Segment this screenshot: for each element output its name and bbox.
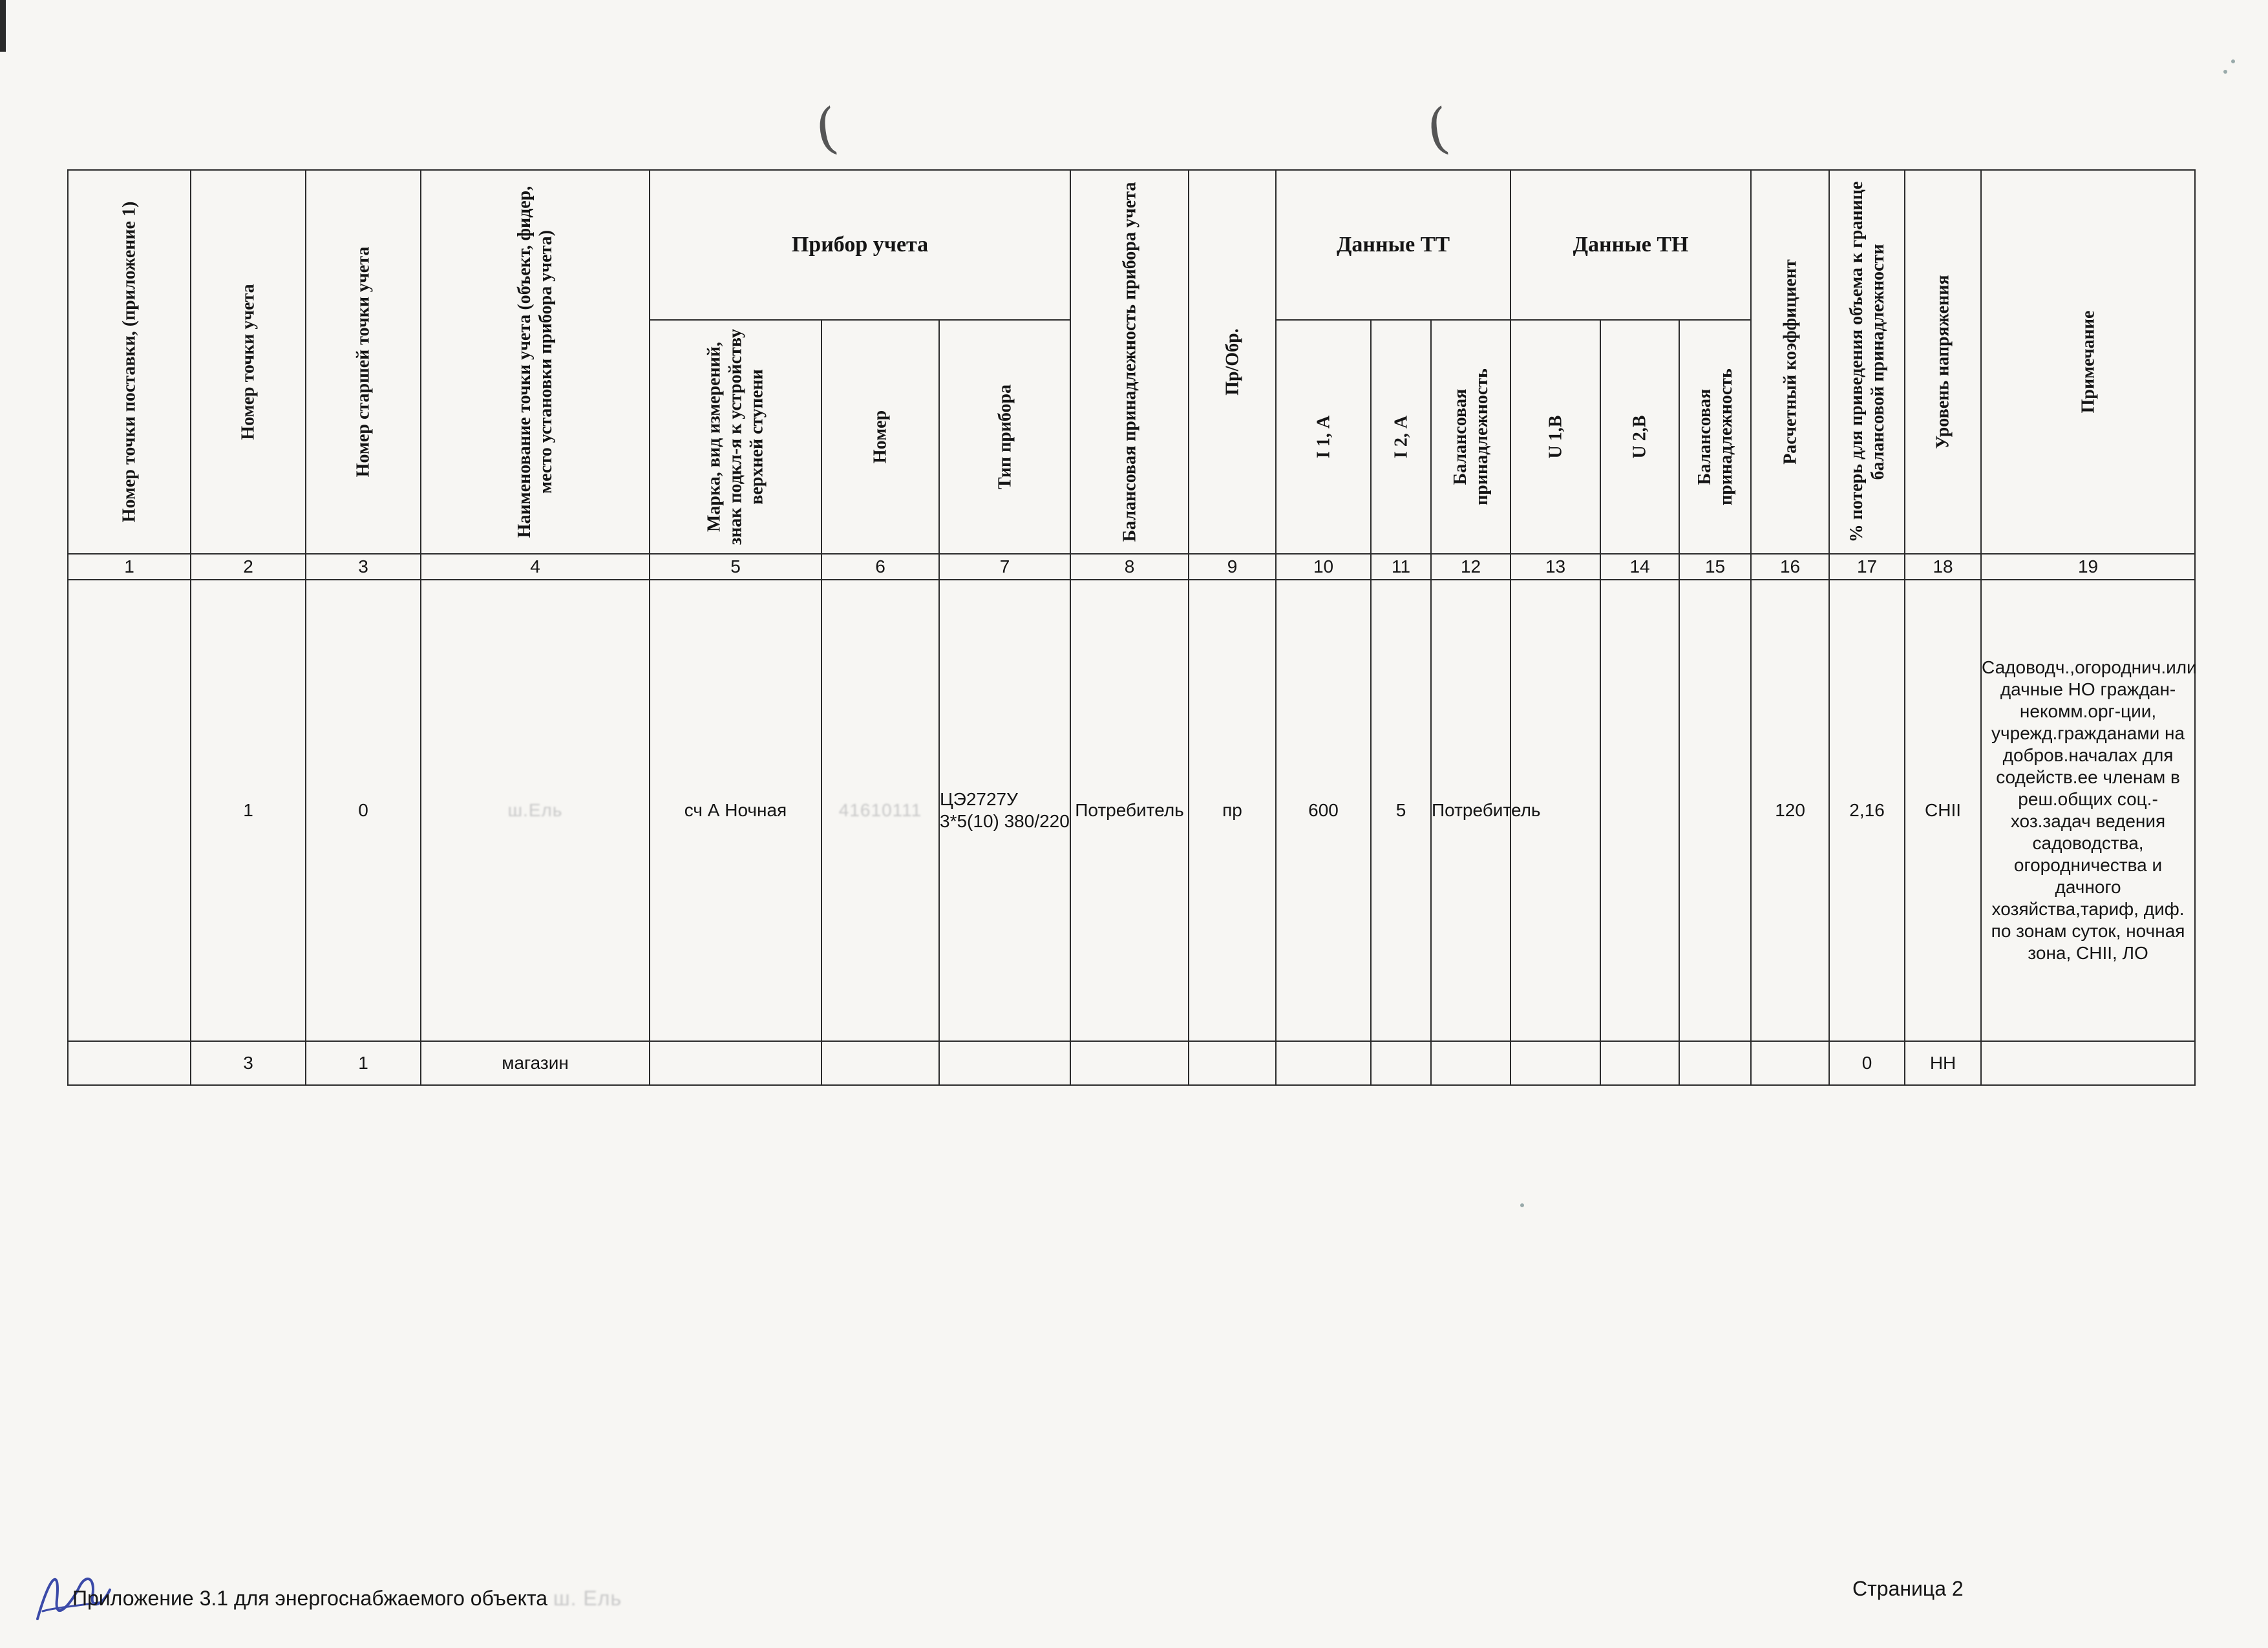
punch-hole-mark: ( <box>1423 96 1453 162</box>
cell-vt-u1 <box>1510 1041 1600 1085</box>
col-header-point-name: Наименование точки учета (объект, фидер, место установки прибора учета) <box>421 170 650 554</box>
column-number: 8 <box>1070 554 1189 580</box>
column-number-row <box>68 554 2195 580</box>
cell-loss-percent: 2,16 <box>1829 580 1905 1041</box>
column-number: 14 <box>1600 554 1679 580</box>
column-number: 4 <box>421 554 650 580</box>
cell-point-name-redacted: ш.Ель <box>421 580 650 1041</box>
group-header-vt: Данные ТН <box>1510 170 1751 320</box>
cell-meter-balance: Потребитель <box>1070 580 1189 1041</box>
cell-point-number: 1 <box>191 580 306 1041</box>
col-header-ct-i2: I 2, А <box>1371 320 1431 554</box>
column-number: 3 <box>306 554 421 580</box>
cell-meter-number <box>821 1041 939 1085</box>
cell-point-name: магазин <box>421 1041 650 1085</box>
column-number: 15 <box>1679 554 1751 580</box>
col-header-vt-u2: U 2,В <box>1600 320 1679 554</box>
cell-vt-balance <box>1679 1041 1751 1085</box>
col-header-direction: Пр/Обр. <box>1189 170 1276 554</box>
column-number: 17 <box>1829 554 1905 580</box>
cell-meter-balance <box>1070 1041 1189 1085</box>
column-number: 7 <box>939 554 1070 580</box>
cell-meter-brand <box>650 1041 821 1085</box>
column-number: 6 <box>821 554 939 580</box>
group-header-meter: Прибор учета <box>650 170 1070 320</box>
group-header-ct: Данные ТТ <box>1276 170 1510 320</box>
col-header-meter-type: Тип прибора <box>939 320 1070 554</box>
col-header-vt-u1: U 1,В <box>1510 320 1600 554</box>
cell-voltage-level: НН <box>1905 1041 1981 1085</box>
column-number: 9 <box>1189 554 1276 580</box>
scan-speck <box>1520 1203 1524 1207</box>
col-header-coefficient: Расчетный коэффициент <box>1751 170 1829 554</box>
cell-meter-number-redacted: 41610111 <box>821 580 939 1041</box>
col-header-loss-percent: % потерь для приведения объема к границе балансовой принадлежности <box>1829 170 1905 554</box>
cell-ct-i2 <box>1371 1041 1431 1085</box>
cell-parent-point: 0 <box>306 580 421 1041</box>
cell-meter-brand: сч А Ночная <box>650 580 821 1041</box>
column-number: 2 <box>191 554 306 580</box>
cell-coefficient <box>1751 1041 1829 1085</box>
col-header-meter-brand: Марка, вид измерений, знак подкл-я к устройству верхней ступени <box>650 320 821 554</box>
col-header-parent-point: Номер старшей точки учета <box>306 170 421 554</box>
col-header-meter-number: Номер <box>821 320 939 554</box>
column-number: 10 <box>1276 554 1371 580</box>
cell-meter-type: ЦЭ2727У 3*5(10) 380/220 <box>939 580 1070 1041</box>
cell-note: Садоводч.,огороднич.или дачные НО граждан-некомм.орг-ции, учрежд.гражданами на добров.началах для содейств.ее членам в реш.общих соц.-хоз.задач ведения садоводства, огородничества и дачного хозяйства,тариф, диф. по зонам суток, ночная зона, СНII, ЛО <box>1981 580 2195 1041</box>
cell-vt-u2 <box>1600 580 1679 1041</box>
cell-voltage-level: СНII <box>1905 580 1981 1041</box>
cell-meter-type <box>939 1041 1070 1085</box>
cell-point-number: 3 <box>191 1041 306 1085</box>
cell-ct-balance <box>1431 1041 1510 1085</box>
cell-note <box>1981 1041 2195 1085</box>
table-row <box>68 1041 2195 1085</box>
cell-coefficient: 120 <box>1751 580 1829 1041</box>
cell-ct-balance: Потребитель <box>1431 580 1510 1041</box>
metering-points-table <box>67 169 2196 1086</box>
column-number: 16 <box>1751 554 1829 580</box>
column-number: 1 <box>68 554 191 580</box>
scan-edge-mark <box>0 0 6 52</box>
cell-ct-i1 <box>1276 1041 1371 1085</box>
scan-speck <box>2223 70 2227 74</box>
column-number: 5 <box>650 554 821 580</box>
cell-ct-i1: 600 <box>1276 580 1371 1041</box>
column-number: 11 <box>1371 554 1431 580</box>
footer-object-redacted: ш. Ель <box>553 1587 622 1610</box>
col-header-ct-i1: I 1, А <box>1276 320 1371 554</box>
col-header-voltage-level: Уровень напряжения <box>1905 170 1981 554</box>
table-row <box>68 580 2195 1041</box>
column-number: 18 <box>1905 554 1981 580</box>
cell-ct-i2: 5 <box>1371 580 1431 1041</box>
cell-direction: пр <box>1189 580 1276 1041</box>
footer-appendix-text: Приложение 3.1 для энергоснабжаемого объекта <box>72 1587 548 1610</box>
footer-appendix-label <box>72 1587 622 1611</box>
cell-vt-u2 <box>1600 1041 1679 1085</box>
column-number: 19 <box>1981 554 2195 580</box>
cell-parent-point: 1 <box>306 1041 421 1085</box>
cell-supply-point <box>68 580 191 1041</box>
col-header-note: Примечание <box>1981 170 2195 554</box>
col-header-ct-balance: Балансовая принадлежность <box>1431 320 1510 554</box>
page-number: Страница 2 <box>1852 1577 1964 1600</box>
cell-supply-point <box>68 1041 191 1085</box>
cell-vt-balance <box>1679 580 1751 1041</box>
col-header-vt-balance: Балансовая принадлежность <box>1679 320 1751 554</box>
column-number: 13 <box>1510 554 1600 580</box>
scan-speck <box>2231 59 2235 63</box>
punch-hole-mark: ( <box>811 96 842 162</box>
cell-direction <box>1189 1041 1276 1085</box>
cell-loss-percent: 0 <box>1829 1041 1905 1085</box>
column-number: 12 <box>1431 554 1510 580</box>
col-header-point-number: Номер точки учета <box>191 170 306 554</box>
col-header-supply-point: Номер точки поставки, (приложение 1) <box>68 170 191 554</box>
col-header-meter-balance: Балансовая принадлежность прибора учета <box>1070 170 1189 554</box>
